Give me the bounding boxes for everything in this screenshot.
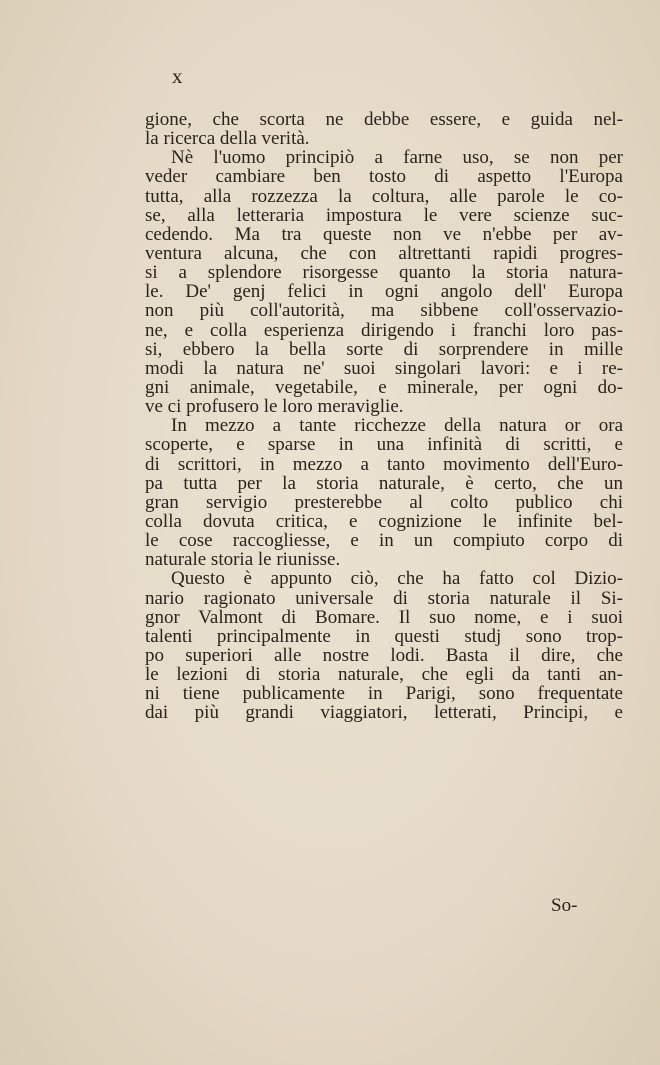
text-line: talenti principalmente in questi studj sono trop- (145, 625, 623, 647)
text-line: dai più grandi viaggiatori, letterati, Principi, e (145, 702, 623, 724)
text-line: gione, che scorta ne debbe essere, e guida nel- (145, 109, 623, 130)
text-line: veder cambiare ben tosto di aspetto l'Europa (145, 166, 623, 188)
catchword: So- (551, 895, 578, 916)
text-line: modi la natura ne' suoi singolari lavori: e i re- (145, 357, 623, 379)
text-line: si, ebbero la bella sorte di sorprendere in mille (145, 338, 623, 360)
text-line: Questo è appunto ciò, che ha fatto col Dizio- (171, 568, 623, 590)
paragraph (145, 110, 623, 148)
text-line: gran servigio presterebbe al colto publico chi (145, 491, 623, 513)
paragraph (145, 569, 623, 722)
text-line: po superiori alle nostre lodi. Basta il dire, che (145, 644, 623, 666)
paragraph (145, 148, 623, 416)
text-line: se, alla letteraria impostura le vere scienze suc- (145, 204, 623, 226)
text-line: non più coll'autorità, ma sibbene coll'osservazio- (145, 300, 623, 322)
text-line: ve ci profusero le loro meraviglie. (145, 396, 404, 418)
text-line: ne, e colla esperienza dirigendo i franchi loro pas- (145, 319, 623, 341)
paragraph (145, 416, 623, 569)
body-text (145, 110, 623, 723)
text-line: pa tutta per la storia naturale, è certo, che un (145, 472, 623, 494)
text-line: si a splendore risorgesse quanto la storia natura- (145, 262, 623, 284)
text-line: In mezzo a tante ricchezze della natura or ora (171, 415, 623, 437)
text-line: nario ragionato universale di storia naturale il Si- (145, 587, 623, 609)
text-line: tutta, alla rozzezza la coltura, alle parole le co- (145, 185, 623, 207)
text-line: scoperte, e sparse in una infinità di scritti, e (145, 434, 623, 456)
text-line: le. De' genj felici in ogni angolo dell' Europa (145, 281, 623, 303)
text-line: ni tiene publicamente in Parigi, sono frequentate (145, 683, 623, 705)
text-line: naturale storia le riunisse. (145, 549, 341, 571)
page-number: x (172, 64, 184, 88)
text-line: gnor Valmont di Bomare. Il suo nome, e i suoi (145, 606, 623, 628)
text-line: la ricerca della verità. (145, 128, 310, 150)
text-line: colla dovuta critica, e cognizione le infinite bel- (145, 510, 623, 532)
text-line: le lezioni di storia naturale, che egli da tanti an- (145, 664, 623, 686)
text-line: gni animale, vegetabile, e minerale, per ogni do- (145, 376, 623, 398)
text-line: le cose raccogliesse, e in un compiuto corpo di (145, 530, 623, 552)
text-line: di scrittori, in mezzo a tanto movimento dell'Euro- (145, 453, 623, 475)
text-line: Nè l'uomo principiò a farne uso, se non per (171, 147, 623, 169)
text-line: ventura alcuna, che con altrettanti rapidi progres- (145, 242, 623, 264)
text-line: cedendo. Ma tra queste non ve n'ebbe per av- (145, 223, 623, 245)
